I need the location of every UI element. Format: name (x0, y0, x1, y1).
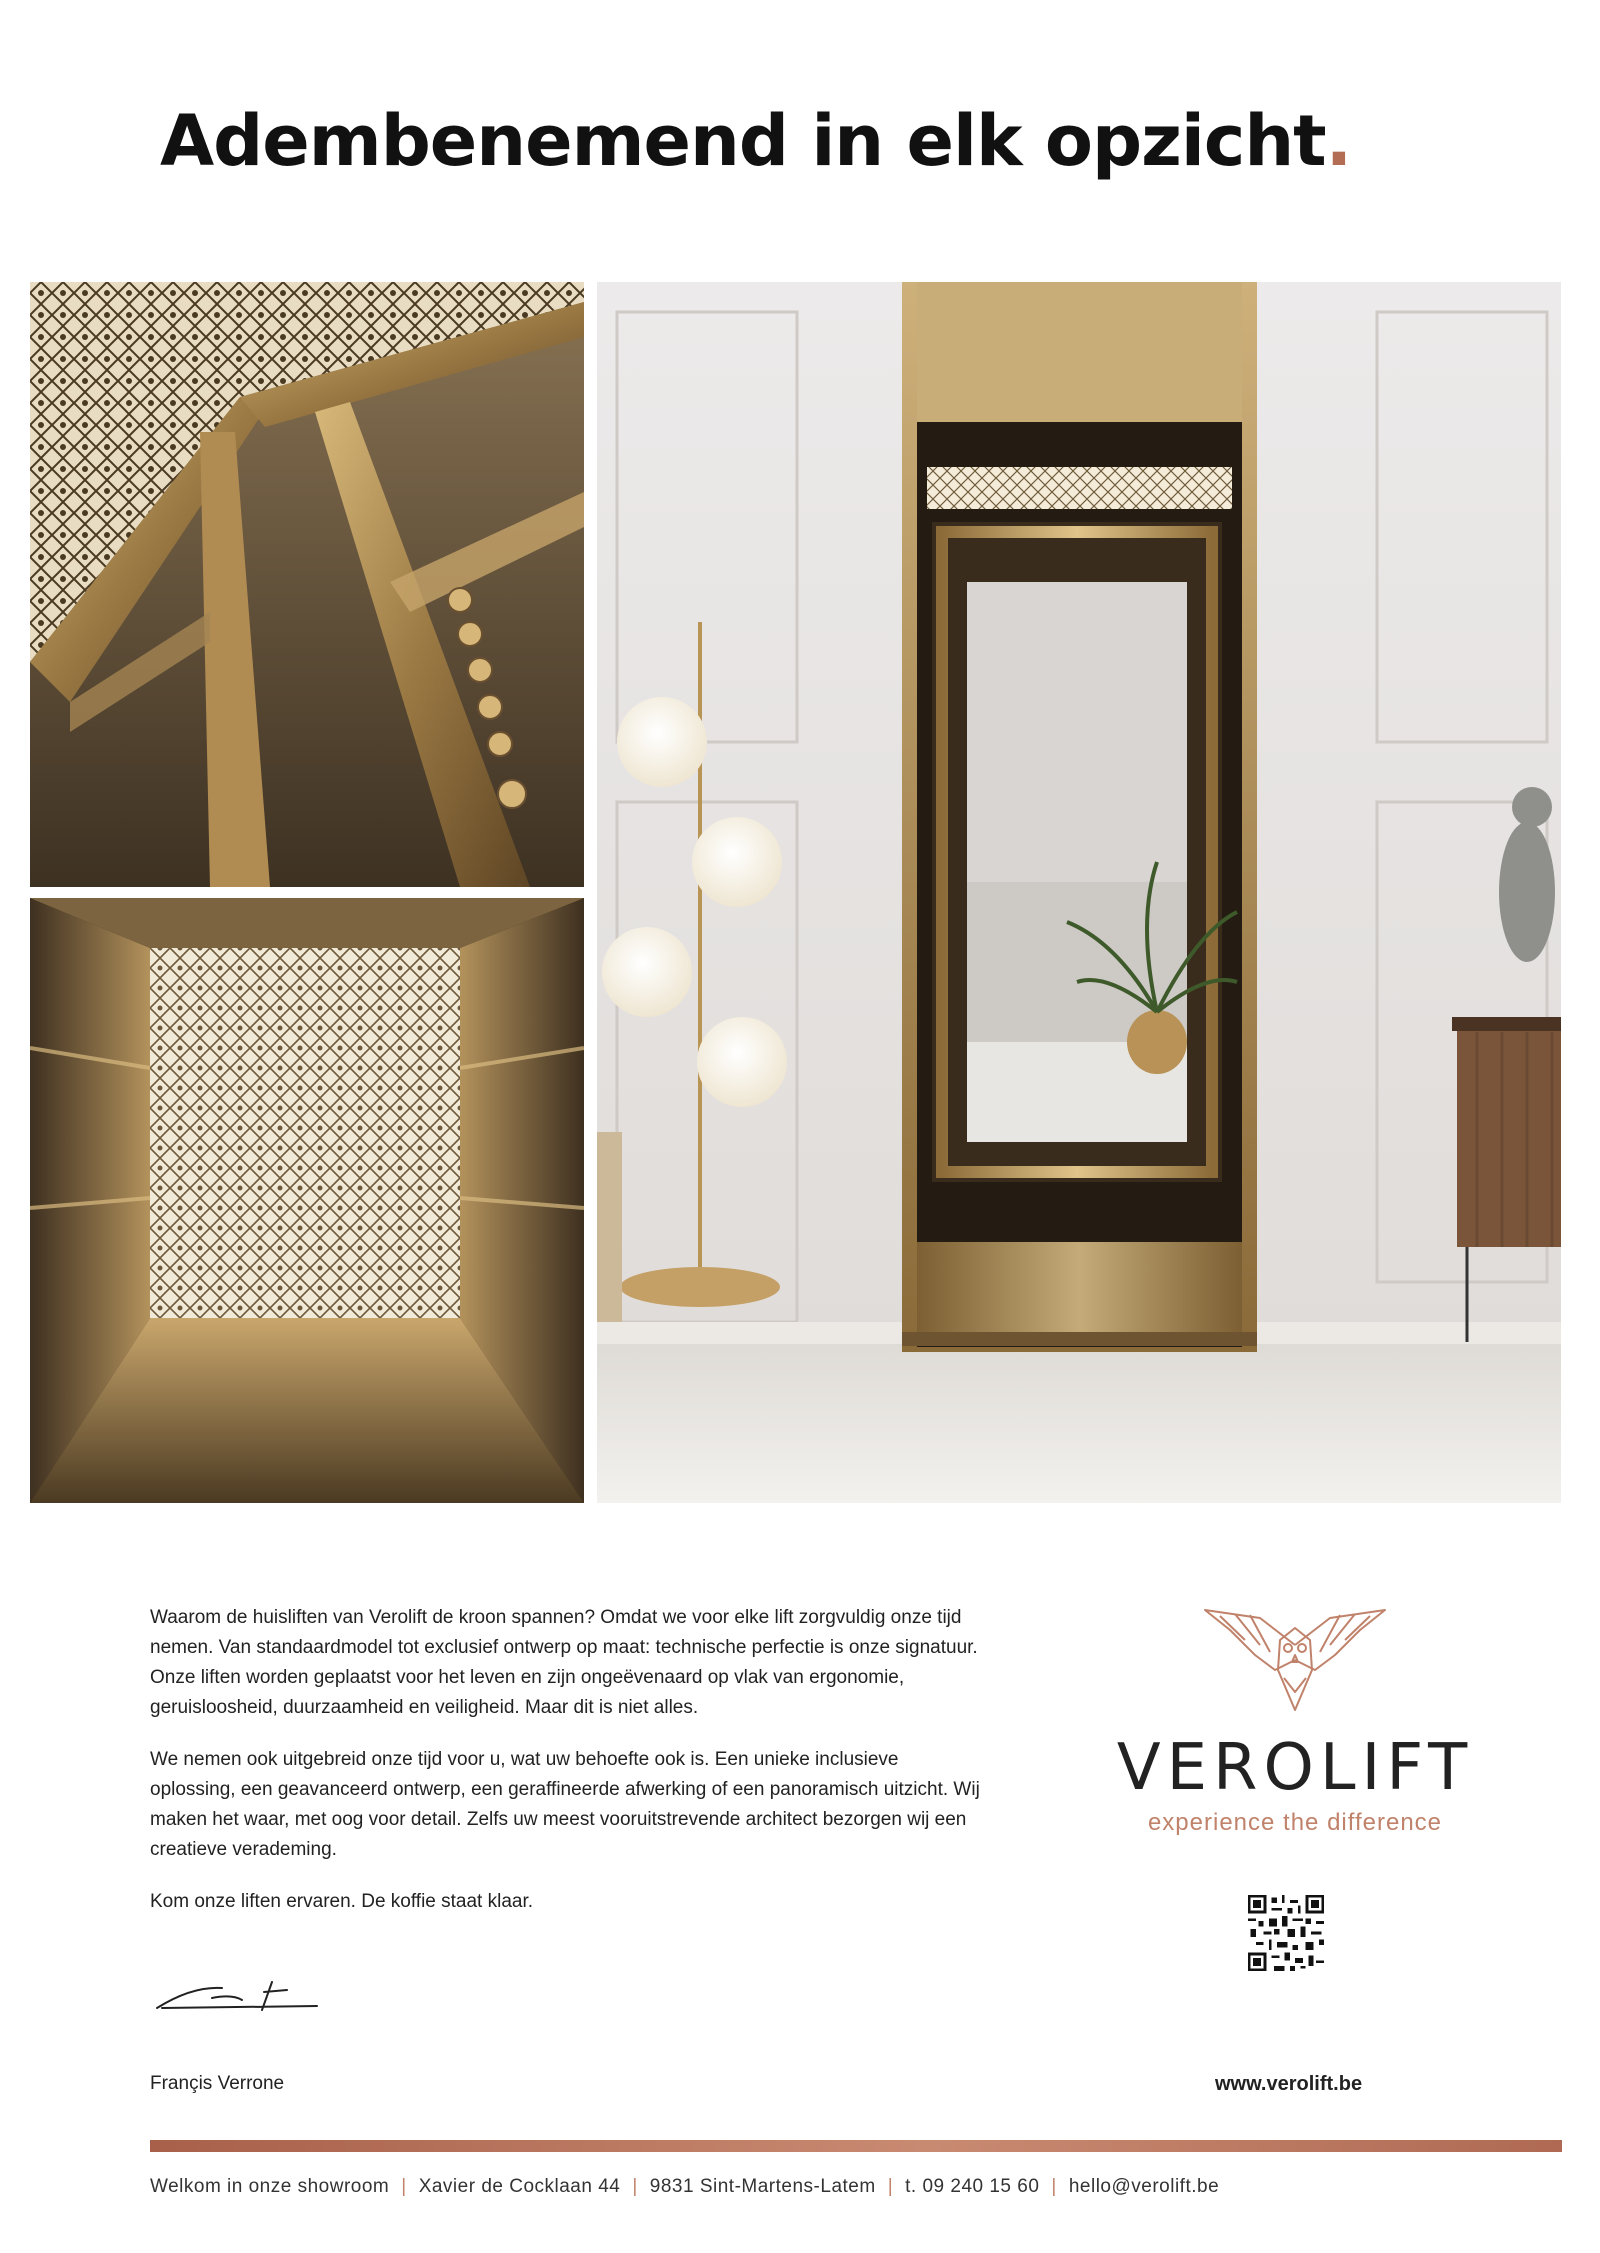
brand-name: VEROLIFT (1116, 1731, 1474, 1805)
footer-address: Xavier de Cocklaan 44 (418, 2176, 621, 2197)
website-link[interactable]: www.verolift.be (1215, 2073, 1363, 2095)
signature (152, 1978, 322, 2018)
brand-tagline: experience the difference (1147, 1809, 1443, 1836)
photo-lift-ceiling-detail (30, 282, 584, 887)
paragraph-1: Waarom de huisliften van Verolift de kroon spannen? Omdat we voor elke lift zorgvuldig onze tijd nemen. Van standaardmodel tot exclusief ontwerp op maat: technische perfectie is onze signatuur. Onze liften worden geplaatst voor het leven en zijn ongeëvenaard op vlak van ergonomie, geruisloosheid, duurzaamheid en veiligheid. Maar dit is niet alles. (150, 1607, 978, 1718)
page-title (160, 100, 1351, 182)
body-copy (150, 1603, 980, 1939)
footer-separator: | (632, 2176, 638, 2197)
footer-separator: | (401, 2176, 407, 2197)
owl-logo-icon (1200, 1600, 1390, 1715)
headline-text: Adembenemend in elk opzicht (160, 100, 1326, 182)
headline-dot: . (1325, 100, 1352, 182)
footer-email[interactable]: hello@verolift.be (1068, 2176, 1220, 2197)
footer-divider (150, 2140, 1562, 2152)
brand-block (1060, 1600, 1530, 1837)
photo-lift-cabin-interior (30, 898, 584, 1503)
paragraph-2: We nemen ook uitgebreid onze tijd voor u, wat uw behoefte ook is. Een unieke inclusieve oplossing, een geavanceerd ontwerp, een geraffineerde afwerking of een panoramisch uitzicht. Wij maken het waar, met oog voor detail. Zelfs uw meest vooruitstrevende architect bezorgen wij een creatieve verademing. (150, 1749, 980, 1860)
qr-code-icon[interactable] (1248, 1895, 1324, 1971)
footer-contact-line (150, 2176, 1219, 2198)
paragraph-3: Kom onze liften ervaren. De koffie staat klaar. (150, 1891, 534, 1912)
signer-name: Françis Verrone (150, 2073, 285, 2094)
footer-phone[interactable]: t. 09 240 15 60 (905, 2176, 1040, 2197)
footer-separator: | (887, 2176, 894, 2197)
footer-showroom: Welkom in onze showroom (150, 2176, 390, 2197)
footer-city: 9831 Sint-Martens-Latem (649, 2176, 876, 2197)
footer-separator: | (1051, 2176, 1057, 2197)
photo-lift-hallway (597, 282, 1561, 1503)
